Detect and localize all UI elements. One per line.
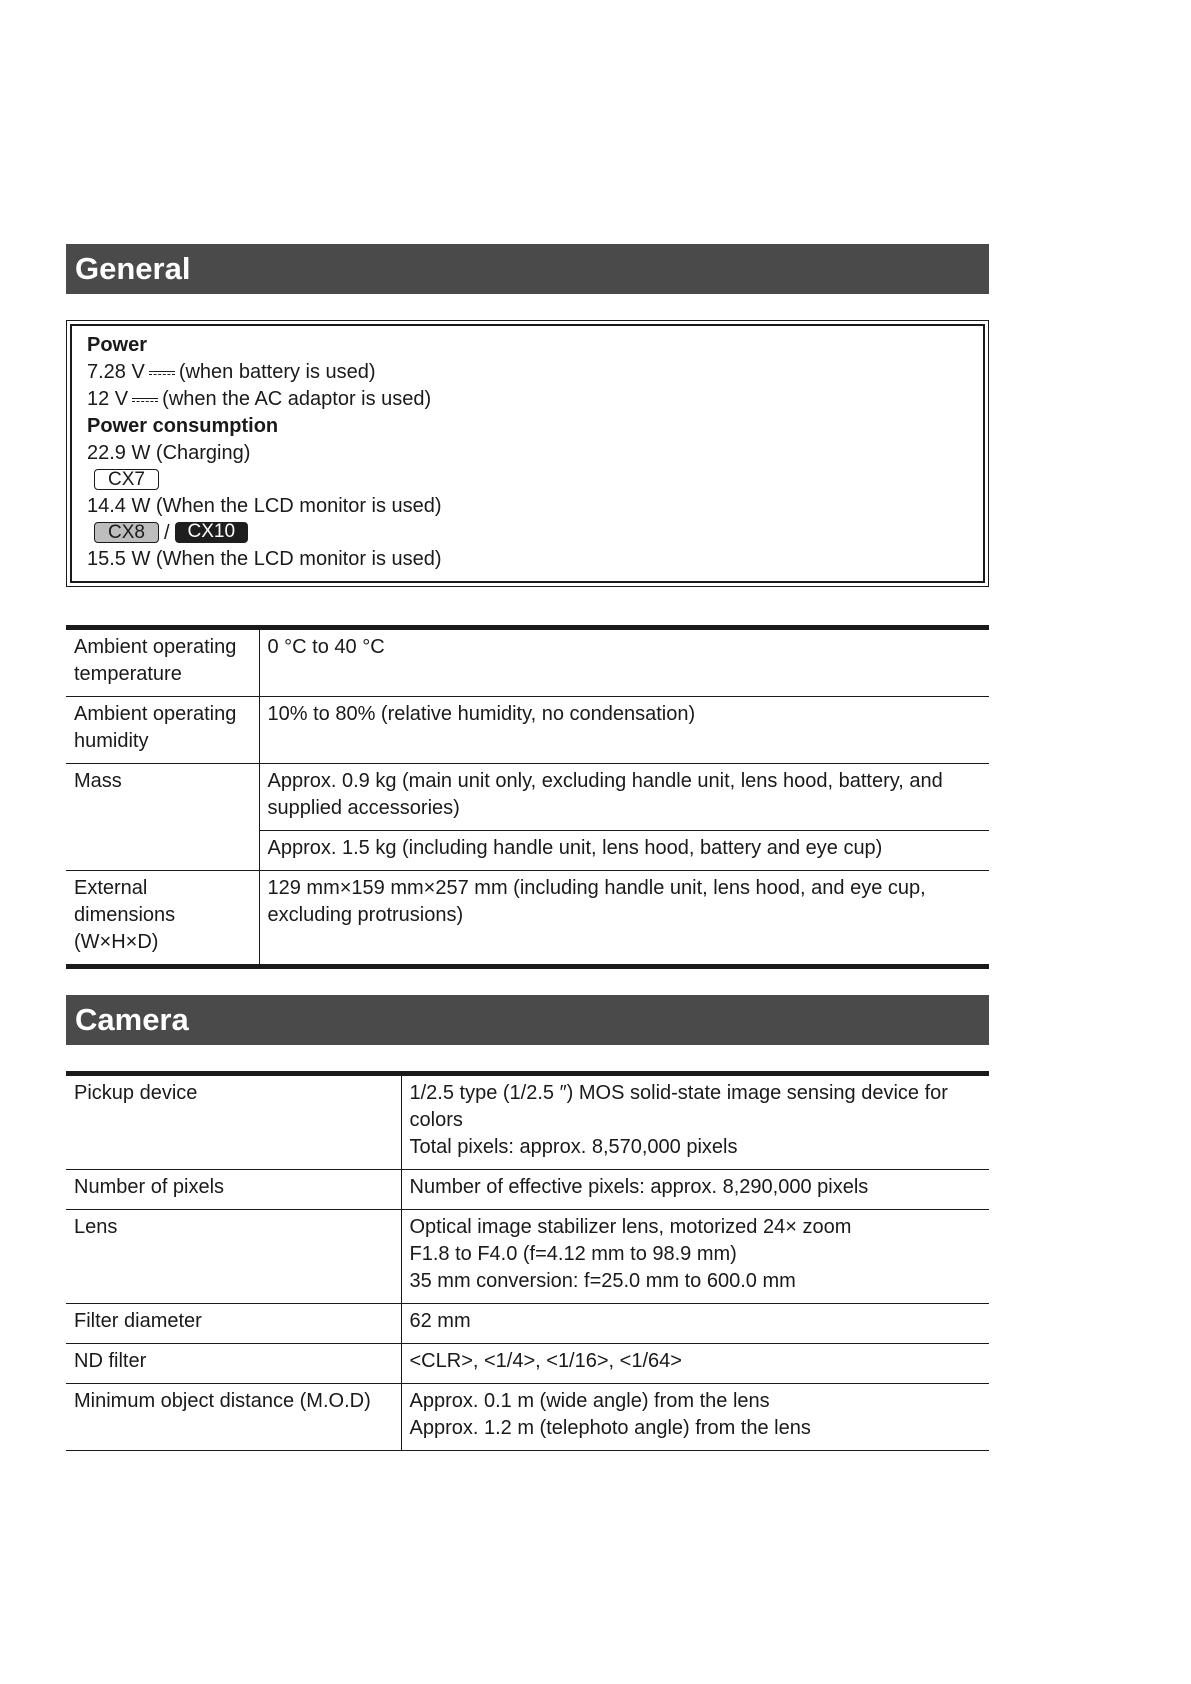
table-row <box>66 1170 989 1210</box>
power-heading: Power <box>87 334 148 356</box>
model-separator: / <box>163 521 170 544</box>
general-section-heading: General <box>66 244 989 294</box>
temperature-value: 0 °C to 40 °C <box>259 628 989 697</box>
power-battery-note: (when battery is used) <box>178 361 376 383</box>
mass-value-main-unit: Approx. 0.9 kg (main unit only, excluding handle unit, lens hood, battery, and supplied accessories) <box>259 764 989 831</box>
consumption-charging: 22.9 W (Charging) <box>87 442 251 464</box>
pixels-value: Number of effective pixels: approx. 8,290,000 pixels <box>401 1170 989 1210</box>
consumption-cx7: 14.4 W (When the LCD monitor is used) <box>87 495 442 517</box>
power-ac-line <box>87 386 983 413</box>
lens-label: Lens <box>66 1210 401 1304</box>
model-badge-cx7: CX7 <box>94 469 159 490</box>
model-badge-cx10: CX10 <box>175 522 249 543</box>
power-battery-value: 7.28 V <box>87 361 145 383</box>
pickup-label: Pickup device <box>66 1074 401 1170</box>
mod-label: Minimum object distance (M.O.D) <box>66 1384 401 1451</box>
table-row <box>66 764 989 831</box>
lens-value: Optical image stabilizer lens, motorized 24× zoom F1.8 to F4.0 (f=4.12 mm to 98.9 mm) 35 mm conversion: f=25.0 mm to 600.0 mm <box>401 1210 989 1304</box>
nd-filter-label: ND filter <box>66 1344 401 1384</box>
dc-symbol-icon <box>132 396 158 404</box>
power-spec-box <box>66 320 989 587</box>
camera-section-heading: Camera <box>66 995 989 1045</box>
power-ac-value: 12 V <box>87 388 129 410</box>
power-ac-note: (when the AC adaptor is used) <box>162 388 432 410</box>
table-row <box>66 1074 989 1170</box>
table-row <box>66 871 989 967</box>
mod-value: Approx. 0.1 m (wide angle) from the lens Approx. 1.2 m (telephoto angle) from the lens <box>401 1384 989 1451</box>
model-cx8-cx10-row <box>87 520 983 546</box>
filter-value: 62 mm <box>401 1304 989 1344</box>
table-row <box>66 1210 989 1304</box>
consumption-heading: Power consumption <box>87 415 279 437</box>
table-row <box>66 697 989 764</box>
consumption-cx8-cx10: 15.5 W (When the LCD monitor is used) <box>87 548 442 570</box>
camera-spec-table <box>66 1071 989 1451</box>
dimensions-value: 129 mm×159 mm×257 mm (including handle unit, lens hood, and eye cup, excluding protrusions) <box>259 871 989 967</box>
table-row <box>66 1304 989 1344</box>
humidity-label: Ambient operating humidity <box>66 697 259 764</box>
model-cx7-row <box>87 467 983 493</box>
power-battery-line <box>87 359 983 386</box>
pixels-label: Number of pixels <box>66 1170 401 1210</box>
pickup-value: 1/2.5 type (1/2.5 ″) MOS solid-state image sensing device for colors Total pixels: approx. 8,570,000 pixels <box>401 1074 989 1170</box>
mass-label: Mass <box>66 764 259 871</box>
filter-label: Filter diameter <box>66 1304 401 1344</box>
dc-symbol-icon <box>149 369 175 377</box>
humidity-value: 10% to 80% (relative humidity, no condensation) <box>259 697 989 764</box>
nd-filter-value: <CLR>, <1/4>, <1/16>, <1/64> <box>401 1344 989 1384</box>
table-row <box>66 1384 989 1451</box>
temperature-label: Ambient operating temperature <box>66 628 259 697</box>
power-spec-inner <box>70 324 985 583</box>
general-spec-table <box>66 625 989 969</box>
mass-value-full: Approx. 1.5 kg (including handle unit, lens hood, battery and eye cup) <box>259 831 989 871</box>
table-row <box>66 628 989 697</box>
dimensions-label: External dimensions (W×H×D) <box>66 871 259 967</box>
table-row <box>66 1344 989 1384</box>
model-badge-cx8: CX8 <box>94 522 159 543</box>
